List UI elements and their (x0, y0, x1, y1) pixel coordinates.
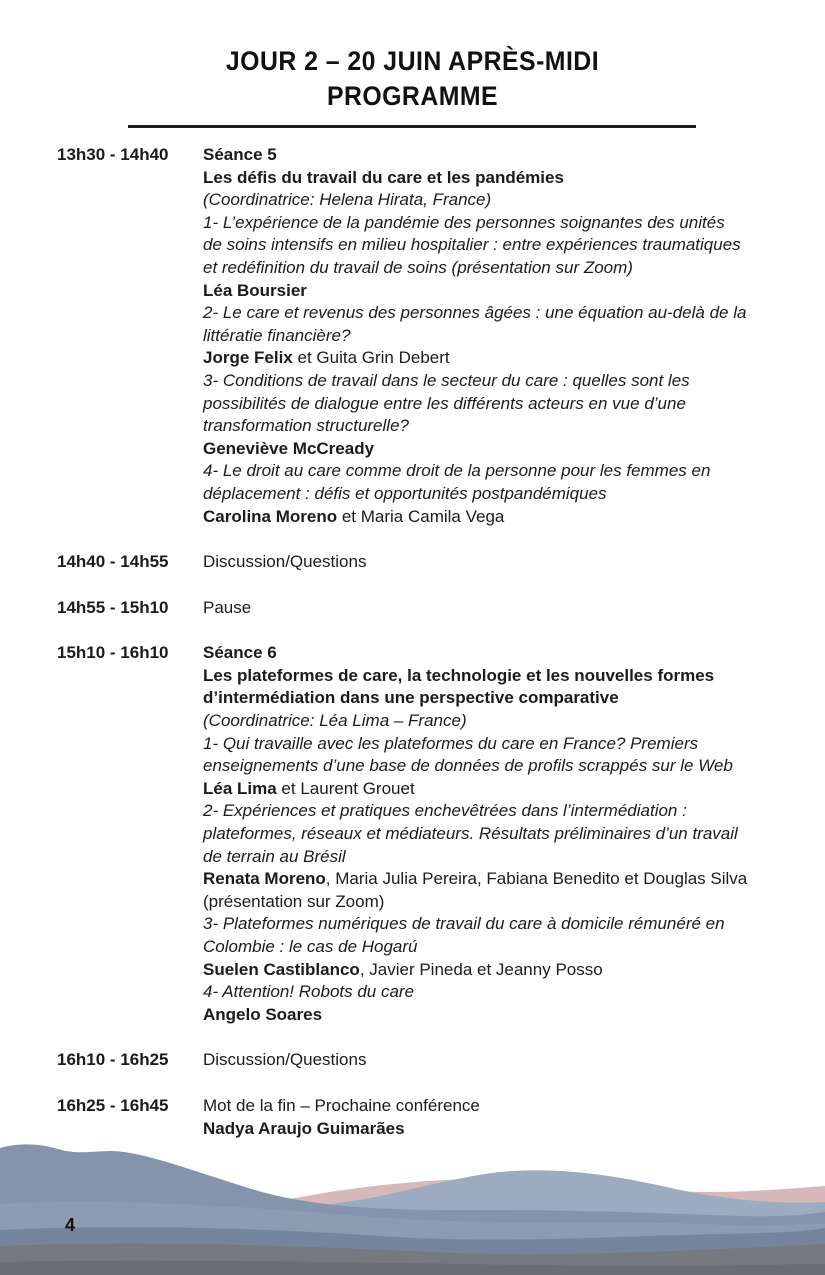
program-line (203, 506, 748, 529)
program-line (203, 347, 748, 370)
session-details (203, 551, 748, 574)
program-line (203, 370, 748, 438)
program-text-segment: 3- Plateformes numériques de travail du care à domicile rémunéré en Colombie : le cas de Hogarú (203, 914, 725, 956)
session-details (203, 144, 748, 528)
program-line (203, 642, 748, 665)
program-text-segment: Les plateformes de care, la technologie et les nouvelles formes d’intermédiation dans une perspective comparative (203, 665, 715, 708)
program-text-segment: Geneviève McCready (203, 438, 375, 458)
program-line (203, 778, 748, 801)
program-text-segment: Carolina Moreno (203, 506, 338, 526)
program-line (203, 551, 748, 574)
program-line (203, 710, 748, 733)
schedule-row (57, 1049, 825, 1072)
program-line (203, 1118, 748, 1141)
program-line (203, 733, 748, 778)
program-line (203, 144, 748, 167)
program-text-segment: Léa Boursier (203, 280, 307, 300)
program-text-segment: Renata Moreno (203, 869, 326, 889)
program-text-segment: Discussion/Questions (203, 552, 367, 572)
page-header (0, 0, 825, 128)
program-text-segment: 4- Attention! Robots du care (203, 982, 415, 1002)
program-line (203, 1049, 748, 1072)
program-text-segment: Mot de la fin – Prochaine conférence (203, 1095, 480, 1115)
program-line (203, 302, 748, 347)
program-text-segment: , Maria Julia Pereira, Fabiana Benedito et Douglas Silva (présentation sur Zoom) (203, 869, 748, 911)
program-line (203, 800, 748, 868)
program-line (203, 167, 748, 190)
session-details (203, 642, 748, 1026)
program-text-segment: 2- Expériences et pratiques enchevêtrées dans l’intermédiation : plateformes, réseaux et médiateurs. Résultats préliminaires d’un travail de terrain au Brésil (203, 801, 738, 866)
program-line (203, 597, 748, 620)
time-range: 13h30 - 14h40 (57, 145, 169, 164)
program-text-segment: 4- Le droit au care comme droit de la personne pour les femmes en déplacement : défis et opportunités postpandémiques (203, 461, 711, 503)
time-range: 15h10 - 16h10 (57, 643, 169, 663)
program-text-segment: 3- Conditions de travail dans le secteur du care : quelles sont les possibilités de dialogue entre les différents acteurs en vue d’une transformation structurelle? (203, 370, 690, 436)
program-text-segment: et Laurent Grouet (276, 778, 415, 798)
session-details (203, 1049, 748, 1072)
program-text-segment: (Coordinatrice: Helena Hirata, France) (203, 190, 492, 210)
program-text-segment: Discussion/Questions (203, 1050, 367, 1070)
program-text-segment: et Guita Grin Debert (292, 348, 450, 368)
program-text-segment: , Javier Pineda et Jeanny Posso (359, 959, 603, 979)
page-title-line1: JOUR 2 – 20 JUIN APRÈS-MIDI (225, 46, 600, 76)
program-text-segment: Pause (203, 597, 252, 617)
schedule-row (57, 597, 825, 620)
program-line (203, 868, 748, 913)
program-line (203, 665, 748, 710)
program-line (203, 212, 748, 280)
program-text-segment: Séance 5 (203, 145, 277, 164)
program-text-segment: Les défis du travail du care et les pandémies (203, 167, 564, 187)
program-text-segment: Angelo Soares (203, 1004, 323, 1024)
program-line (203, 959, 748, 982)
program-text-segment: Suelen Castiblanco (203, 959, 360, 979)
time-range: 14h55 - 15h10 (57, 597, 169, 617)
page-title-line2: PROGRAMME (326, 81, 499, 111)
footer-mountains (0, 1140, 825, 1275)
program-line (203, 981, 748, 1004)
session-details (203, 597, 748, 620)
time-range: 16h10 - 16h25 (57, 1050, 169, 1070)
program-text-segment: 1- Qui travaille avec les plateformes du care en France? Premiers enseignements d’une base de données de profils scrappés sur le Web (203, 733, 733, 776)
program-text-segment: 1- L’expérience de la pandémie des personnes soignantes des unités de soins intensifs en milieu hospitalier : entre expériences traumatiques et redéfinition du travail de soins (présentation sur Zoom) (203, 212, 741, 277)
schedule (0, 144, 825, 1140)
program-text-segment: Léa Lima (203, 778, 277, 798)
title-divider (128, 125, 696, 128)
program-line (203, 280, 748, 303)
program-text-segment: et Maria Camila Vega (337, 506, 505, 526)
program-line (203, 189, 748, 212)
program-line (203, 1095, 748, 1118)
schedule-row (57, 551, 825, 574)
page-number: 4 (65, 1215, 76, 1235)
program-text-segment: Jorge Felix (203, 348, 293, 368)
schedule-row (57, 1095, 825, 1140)
schedule-row (57, 642, 825, 1026)
program-text-segment: 2- Le care et revenus des personnes âgées : une équation au-delà de la littératie financière? (203, 303, 747, 345)
time-range: 16h25 - 16h45 (57, 1095, 169, 1115)
program-line (203, 460, 748, 505)
program-text-segment: Séance 6 (203, 643, 277, 663)
program-line (203, 438, 748, 461)
time-range: 14h40 - 14h55 (57, 552, 169, 572)
schedule-row (57, 144, 825, 528)
program-text-segment: (Coordinatrice: Léa Lima – France) (203, 711, 467, 731)
program-line (203, 913, 748, 958)
session-details (203, 1095, 748, 1140)
program-text-segment: Nadya Araujo Guimarães (203, 1118, 405, 1138)
program-line (203, 1004, 748, 1027)
